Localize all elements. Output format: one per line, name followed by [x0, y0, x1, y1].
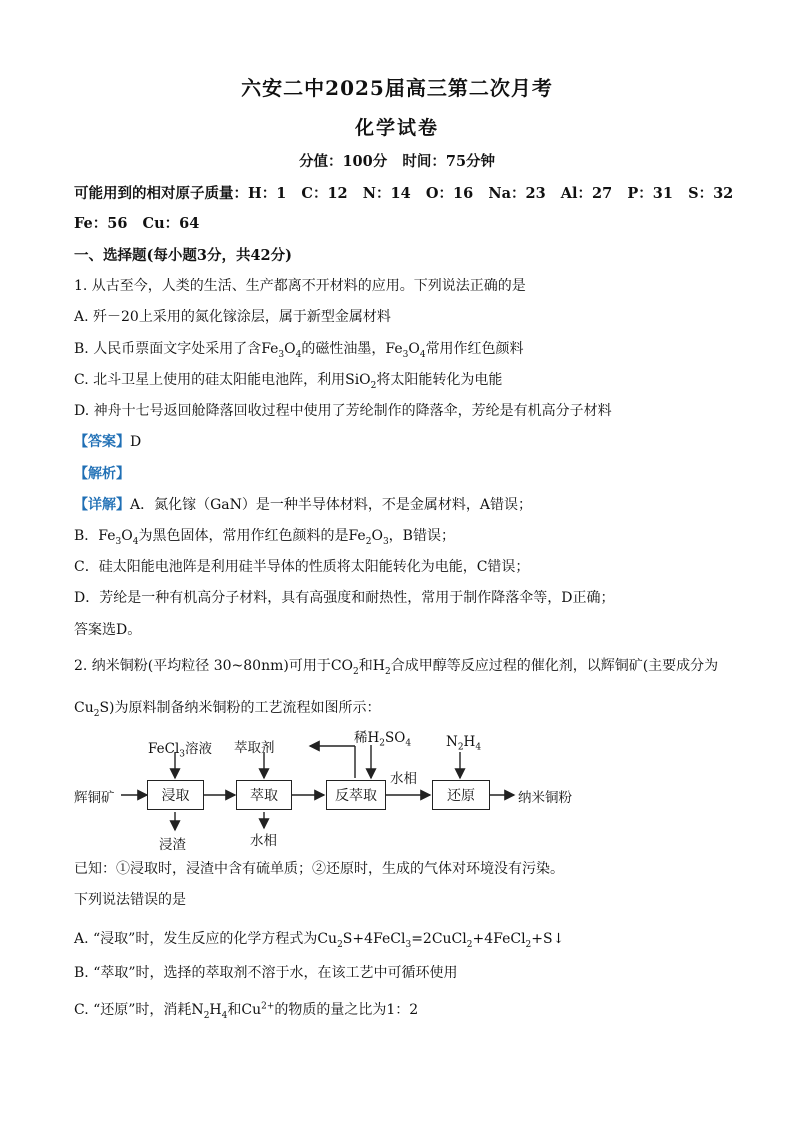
- q2-known: 已知：①浸取时，浸渣中含有硫单质；②还原时，生成的气体对环境没有污染。: [74, 861, 564, 877]
- q1-detail-a: 【详解】A．氮化镓（GaN）是一种半导体材料，不是金属材料，A错误；: [74, 497, 532, 513]
- q1-detail-b: B．$Fe_3O_4$为黑色固体，常用作红色颜料的是$Fe_2O_3$，B错误；: [74, 528, 455, 547]
- section-heading: 一、选择题(每小题3分，共42分): [74, 247, 292, 264]
- step-leach: 浸取: [147, 780, 204, 810]
- q1-answer: 【答案】D: [74, 434, 142, 450]
- waste-water-phase: 水相: [250, 833, 277, 849]
- q1-analysis-label: 【解析】: [74, 466, 130, 482]
- q2-stem-line1: 2. 纳米铜粉(平均粒径 30~80nm)可用于$CO_2$和$H_2$合成甲醇等反应过程的催化剂，以辉铜矿(主要成分为: [74, 658, 719, 677]
- product-label: 纳米铜粉: [518, 790, 572, 806]
- q1-detail-c: C．硅太阳能电池阵是利用硅半导体的性质将太阳能转化为电能，C错误；: [74, 559, 530, 575]
- step-reduce: 还原: [432, 780, 490, 810]
- exam-meta: 分值：100分 时间：75分钟: [298, 153, 496, 170]
- q1-stem: 1. 从古至今，人类的生活、生产都离不开材料的应用。下列说法正确的是: [74, 278, 526, 294]
- exam-title: 六安二中2025届高三第二次月考: [241, 76, 553, 100]
- step-extract: 萃取: [236, 780, 292, 810]
- atomic-masses-line2: Fe：56 Cu：64: [74, 215, 200, 232]
- q1-detail-d: D．芳纶是一种有机高分子材料，具有高强度和耐热性，常用于制作降落伞等，D正确；: [74, 590, 615, 606]
- reagent-fecl3: FeCl$_3$溶液: [148, 741, 212, 760]
- q2-option-c: C. “还原”时，消耗$N_2H_4$和$Cu^{2+}$的物质的量之比为1：2: [74, 1001, 419, 1021]
- q1-option-b: B. 人民币票面文字处采用了含$Fe_3O_4$的磁性油墨，$Fe_3O_4$常用作红色颜料: [74, 341, 524, 360]
- q2-stem-line2: $Cu_2S$)为原料制备纳米铜粉的工艺流程如图所示：: [74, 700, 381, 719]
- raw-material-label: 辉铜矿: [74, 790, 115, 806]
- q2-ask: 下列说法错误的是: [74, 892, 186, 908]
- q1-option-a: A. 歼－20上采用的氮化镓涂层，属于新型金属材料: [74, 309, 391, 325]
- q1-option-c: C. 北斗卫星上使用的硅太阳能电池阵，利用SiO$_2$将太阳能转化为电能: [74, 372, 503, 391]
- reagent-h2so4: 稀$H_2SO_4$: [354, 730, 412, 749]
- q2-option-a: A. “浸取”时，发生反应的化学方程式为$Cu_2S+4FeCl_3=2CuCl_2+4FeCl_2+S↓$: [74, 931, 565, 950]
- step-back-extract: 反萃取: [326, 780, 386, 810]
- q1-option-d: D. 神舟十七号返回舱降落回收过程中使用了芳纶制作的降落伞，芳纶是有机高分子材料: [74, 403, 612, 419]
- reagent-extractant: 萃取剂: [234, 740, 275, 756]
- q2-option-b: B. “萃取”时，选择的萃取剂不溶于水，在该工艺中可循环使用: [74, 965, 458, 981]
- subject-title: 化学试卷: [354, 117, 439, 139]
- atomic-masses-line1: 可能用到的相对原子质量：H：1 C：12 N：14 O：16 Na：23 Al：27 P：31 S：32: [74, 185, 734, 202]
- aqueous-phase-label: 水相: [390, 771, 417, 787]
- q1-conclusion: 答案选D。: [74, 622, 142, 638]
- reagent-n2h4: $N_2H_4$: [446, 734, 482, 753]
- waste-residue: 浸渣: [159, 837, 186, 853]
